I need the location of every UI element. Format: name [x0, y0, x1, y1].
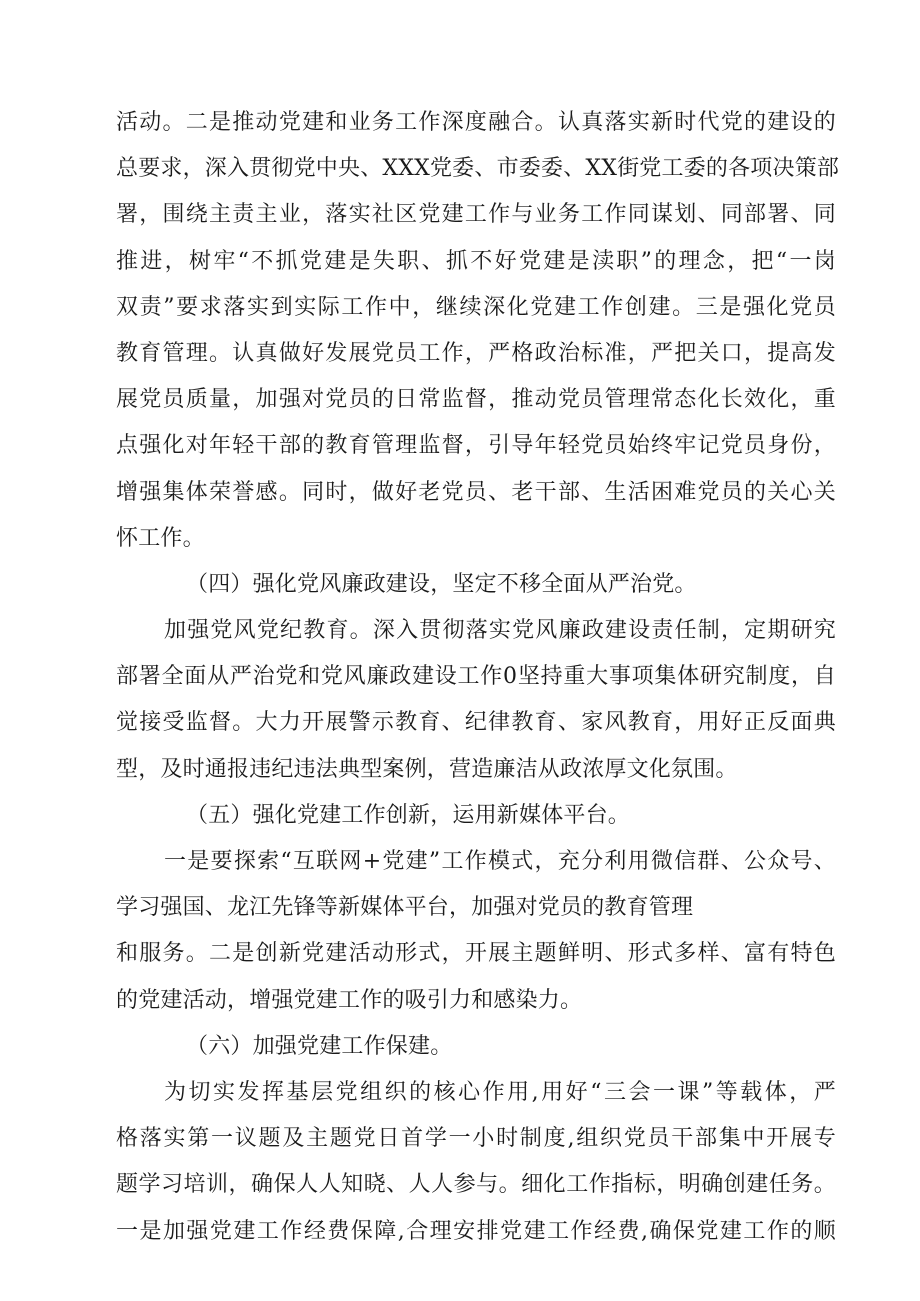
body-line: 教育管理。认真做好发展党员工作，严格政治标准，严把关口，提高发 — [116, 340, 836, 366]
body-line: 增强集体荣誉感。同时，做好老党员、老干部、生活困难党员的关心关 — [116, 479, 836, 505]
body-line: 的党建活动，增强党建工作的吸引力和感染力。 — [116, 987, 583, 1013]
body-line: 署，围绕主责主业，落实社区党建工作与业务工作同谋划、同部署、同 — [116, 202, 836, 228]
body-line: 部署全面从严治党和党风廉政建设工作0坚持重大事项集体研究制度，自 — [116, 664, 836, 690]
body-line: 加强党风党纪教育。深入贯彻落实党风廉政建设责任制，定期研究 — [164, 618, 836, 644]
section-heading-6: （六）加强党建工作保建。 — [186, 1033, 453, 1059]
body-line: 怀工作。 — [116, 525, 205, 551]
body-line: 总要求，深入贯彻党中央、XXX党委、市委委、XX街党工委的各项决策部 — [116, 156, 840, 182]
body-line: 和服务。二是创新党建活动形式，开展主题鲜明、形式多样、富有特色 — [116, 941, 836, 967]
body-line: 点强化对年轻干部的教育管理监督，引导年轻党员始终牢记党员身份， — [116, 433, 836, 459]
section-heading-4: （四）强化党风廉政建设，坚定不移全面从严治党。 — [186, 571, 697, 597]
body-line: 格落实第一议题及主题党日首学一小时制度,组织党员干部集中开展专 — [116, 1126, 836, 1152]
body-line: 展党员质量，加强对党员的日常监督，推动党员管理常态化长效化，重 — [116, 387, 836, 413]
body-line: 觉接受监督。大力开展警示教育、纪律教育、家风教育，用好正反面典 — [116, 710, 836, 736]
body-line: 推进，树牢“不抓党建是失职、抓不好党建是渎职”的理念，把“一岗 — [116, 248, 836, 274]
body-line: 为切实发挥基层党组织的核心作用,用好“三会一课”等载体，严 — [164, 1079, 836, 1105]
body-line: 型，及时通报违纪违法典型案例，营造廉洁从政浓厚文化氛围。 — [116, 756, 738, 782]
body-line: 一是加强党建工作经费保障,合理安排党建工作经费,确保党建工作的顺 — [116, 1218, 836, 1244]
body-line: 题学习培训，确保人人知晓、人人参与。细化工作指标，明确创建任务。 — [116, 1172, 836, 1198]
body-line: 双责”要求落实到实际工作中，继续深化党建工作创建。三是强化党员 — [116, 294, 836, 320]
document-body — [116, 100, 840, 1255]
body-line: 一是要探索“互联网+党建”工作模式，充分利用微信群、公众号、 — [164, 849, 836, 874]
body-line: 学习强国、龙江先锋等新媒体平台，加强对党员的教育管理 — [116, 895, 694, 921]
section-heading-5: （五）强化党建工作创新，运用新媒体平台。 — [186, 802, 631, 828]
body-line: 活动。二是推动党建和业务工作深度融合。认真落实新时代党的建设的 — [116, 110, 836, 135]
